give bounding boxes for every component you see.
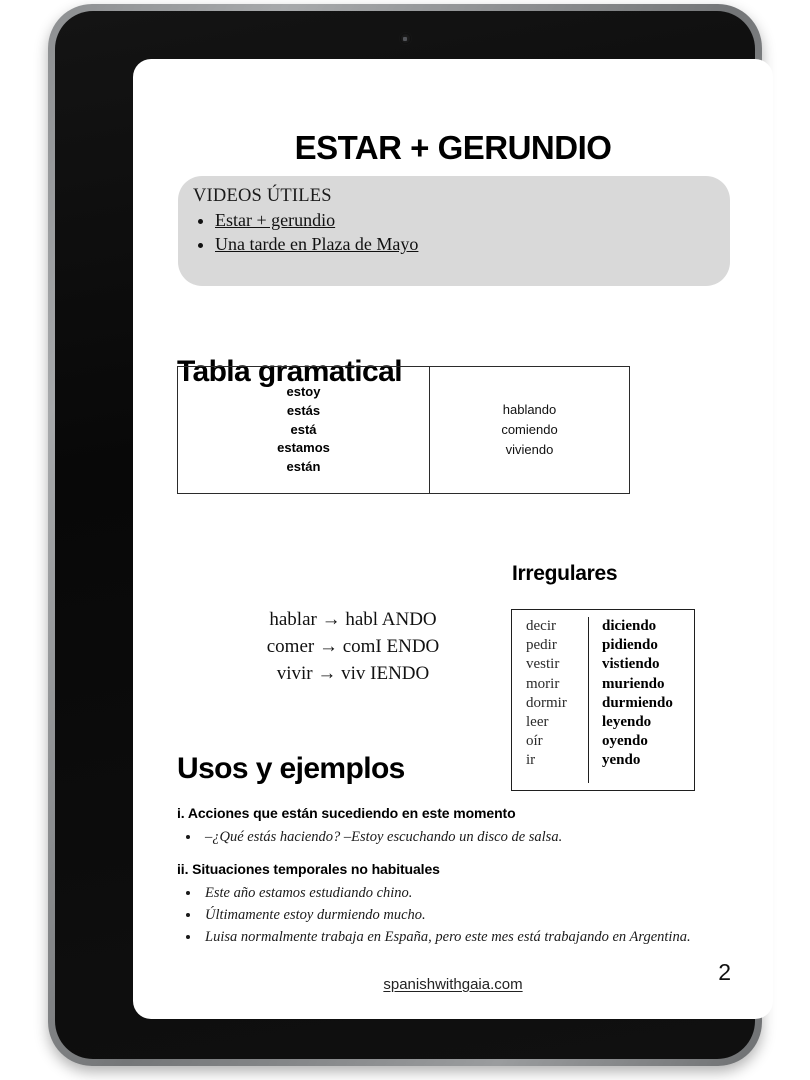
grammar-table-conjugations-cell bbox=[178, 367, 430, 493]
irregular-gerund-durmiendo: durmiendo bbox=[602, 694, 673, 711]
list-item: • Últimamente estoy durmiendo mucho. bbox=[201, 905, 737, 925]
usage-block-i bbox=[177, 805, 737, 847]
formation-rule-ar: hablar → habl ANDO bbox=[269, 609, 437, 630]
irregular-infinitive-vestir: vestir bbox=[526, 656, 560, 673]
irregular-gerund-oyendo: oyendo bbox=[602, 733, 648, 750]
conjugation-estan: están bbox=[286, 459, 321, 475]
usage-title-ii: ii. Situaciones temporales no habituales bbox=[177, 861, 440, 877]
section-heading-usos-y-ejemplos: Usos y ejemplos bbox=[177, 752, 405, 785]
usage-sections bbox=[177, 805, 737, 961]
videos-utiles-box bbox=[178, 176, 730, 286]
irregular-gerund-muriendo: muriendo bbox=[602, 675, 665, 692]
list-item: • –¿Qué estás haciendo? –Estoy escuchando un disco de salsa. bbox=[201, 827, 737, 847]
usage-examples-i bbox=[201, 827, 737, 847]
conjugation-esta: está bbox=[290, 421, 317, 437]
front-camera-icon bbox=[400, 33, 411, 44]
irregular-infinitive-dormir: dormir bbox=[526, 694, 567, 711]
irregular-infinitive-decir: decir bbox=[526, 618, 556, 634]
videos-utiles-list bbox=[215, 209, 730, 257]
conjugation-estamos: estamos bbox=[277, 440, 330, 456]
footer-website-link[interactable]: spanishwithgaia.com bbox=[383, 976, 523, 993]
tablet-device-frame bbox=[48, 4, 762, 1066]
video-link-estar-gerundio[interactable]: Estar + gerundio bbox=[215, 210, 336, 231]
videos-utiles-heading: VIDEOS ÚTILES bbox=[193, 186, 332, 206]
irregulars-table bbox=[511, 609, 695, 791]
list-item: • Este año estamos estudiando chino. bbox=[201, 883, 737, 903]
video-link-una-tarde-plaza-mayo[interactable]: Una tarde en Plaza de Mayo bbox=[215, 233, 419, 254]
irregulars-infinitive-column bbox=[512, 617, 589, 783]
list-item[interactable] bbox=[215, 209, 730, 233]
tablet-screen bbox=[133, 59, 773, 1019]
irregular-gerund-diciendo: diciendo bbox=[602, 618, 657, 634]
list-item: • Luisa normalmente trabaja en España, pero este mes está trabajando en Argentina. bbox=[201, 927, 737, 947]
usage-examples-ii bbox=[201, 883, 737, 947]
irregular-gerund-leyendo: leyendo bbox=[602, 713, 652, 730]
irregular-infinitive-leer: leer bbox=[526, 713, 549, 730]
irregular-infinitive-oir: oír bbox=[526, 733, 543, 750]
irregular-infinitive-morir: morir bbox=[526, 675, 560, 692]
grammar-table bbox=[177, 366, 630, 494]
gerund-viviendo: viviendo bbox=[505, 441, 554, 457]
usage-title-i: i. Acciones que están sucediendo en este momento bbox=[177, 805, 516, 821]
grammar-table-gerunds-cell bbox=[430, 367, 629, 493]
document-page bbox=[133, 59, 773, 1019]
usage-block-ii bbox=[177, 861, 737, 947]
section-heading-irregulares: Irregulares bbox=[512, 562, 618, 585]
conjugation-estoy: estoy bbox=[286, 383, 321, 399]
gerund-hablando: hablando bbox=[502, 402, 557, 418]
list-item[interactable] bbox=[215, 233, 730, 257]
irregular-infinitive-pedir: pedir bbox=[526, 637, 557, 654]
irregular-gerund-yendo: yendo bbox=[602, 752, 641, 769]
formation-rule-er: comer → comI ENDO bbox=[266, 635, 440, 657]
page-title: ESTAR + GERUNDIO bbox=[294, 129, 612, 166]
irregular-gerund-vistiendo: vistiendo bbox=[602, 656, 660, 673]
irregular-infinitive-ir: ir bbox=[526, 752, 536, 769]
section-heading-tabla-gramatical: Tabla gramatical bbox=[177, 355, 402, 388]
formation-rules-list bbox=[208, 607, 498, 688]
irregular-gerund-pidiendo: pidiendo bbox=[602, 637, 658, 654]
gerund-comiendo: comiendo bbox=[501, 422, 558, 438]
page-number: 2 bbox=[718, 959, 731, 985]
conjugation-estas: estás bbox=[286, 402, 321, 418]
formation-rule-ir: vivir → viv IENDO bbox=[276, 662, 430, 684]
irregulars-gerund-column bbox=[589, 617, 694, 783]
